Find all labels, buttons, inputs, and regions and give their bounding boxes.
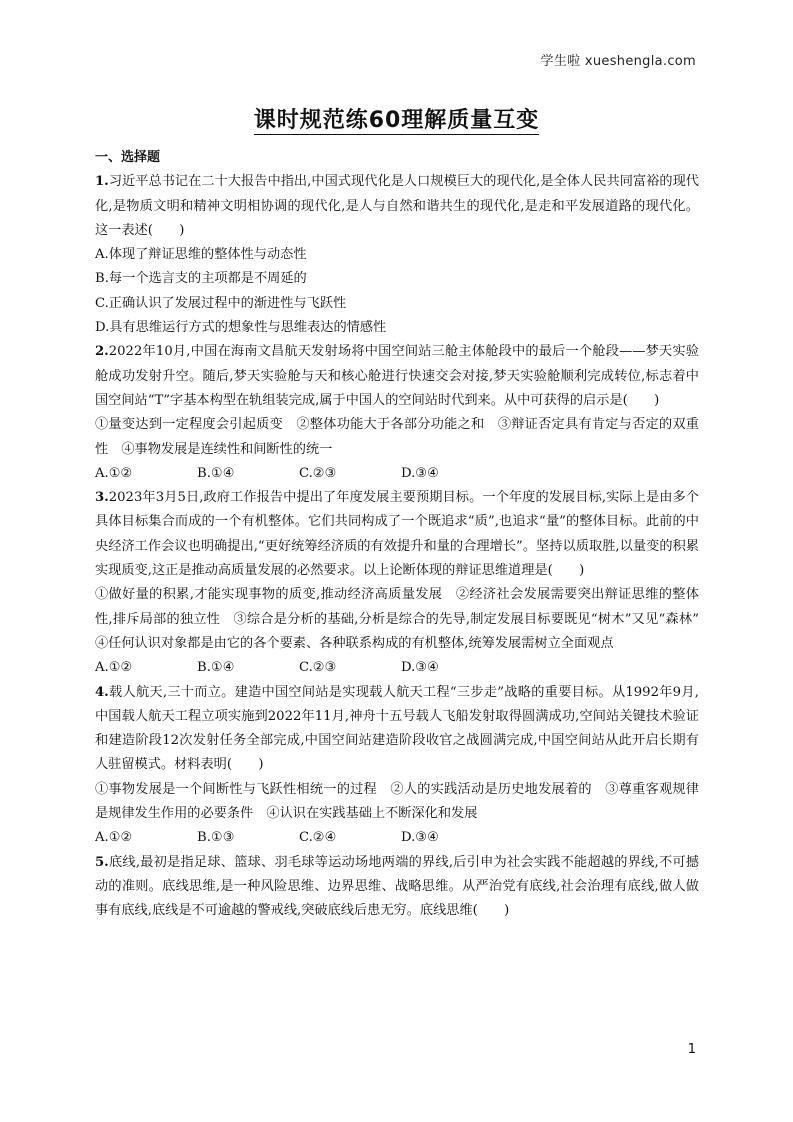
document-body [95,146,713,924]
question-number: 1. [95,174,109,190]
question-3-items: ①做好量的积累,才能实现事物的质变,推动经济高质量发展 ②经济社会发展需要突出辩证思维的整体性,排斥局部的独立性 ③综合是分析的基础,分析是综合的先导,制定发展目标要既见“树木”又见“森林” ④任何认识对象都是由它的各个要素、各种联系构成的有机整体,统筹发展需树立全面观点 [95,587,713,651]
question-text: 2022年10月,中国在海南文昌航天发射场将中国空间站三舱主体舱段中的最后一个舱段——梦天实验舱成功发射升空。随后,梦天实验舱与天和核心舱进行快速交会对接,梦天实验舱顺利完成转位,标志着中国空间站“T”字基本构型在轨组装完成,属于中国人的空间站时代到来。从中可获得的启示是( ) [95,344,699,408]
option-a: A.①② [95,465,133,481]
option-d: D.③④ [401,660,439,676]
question-4-stem [95,681,699,778]
page-title [0,103,793,134]
option-d: D.③④ [401,465,439,481]
question-number: 3. [95,490,109,506]
question-2-items: ①量变达到一定程度会引起质变 ②整体功能大于各部分功能之和 ③辩证否定具有肯定与否定的双重性 ④事物发展是连续性和间断性的统一 [95,417,699,457]
option-b: B.①③ [197,830,235,846]
option-c: C.②③ [299,465,337,481]
option-c: C.②④ [299,830,337,846]
question-4-items: ①事物发展是一个间断性与飞跃性相统一的过程 ②人的实践活动是历史地发展着的 ③尊重客观规律是规律发生作用的必要条件 ④认识在实践基础上不断深化和发展 [95,781,699,822]
question-5-stem [95,851,699,924]
option-b: B.①④ [197,660,235,676]
question-text: 习近平总书记在二十大报告中指出,中国式现代化是人口规模巨大的现代化,是全体人民共同富裕的现代化,是物质文明和精神文明相协调的现代化,是人与自然和谐共生的现代化,是走和平发展道路的现代化。这一表述( ) [95,174,699,238]
page-number: 1 [687,1042,696,1057]
question-text: 底线,最初是指足球、篮球、羽毛球等运动场地两端的界线,后引申为社会实践不能超越的界线,不可撼动的准则。底线思维,是一种风险思维、边界思维、战略思维。从严治党有底线,社会治理有底线,做人做事有底线,底线是不可逾越的警戒线,突破底线后患无穷。底线思维( ) [95,854,699,919]
question-1-option-a: A.体现了辩证思维的整体性与动态性 [95,247,307,263]
question-number: 4. [95,684,109,700]
question-3-stem [95,486,699,583]
question-1-option-c: C.正确认识了发展过程中的渐进性与飞跃性 [95,295,347,311]
question-text: 2023年3月5日,政府工作报告中提出了年度发展主要预期目标。一个年度的发展目标,实际上是由多个具体目标集合而成的一个有机整体。它们共同构成了一个既追求“质”,也追求“量”的整体目标。此前的中央经济工作会议也明确提出,“更好统筹经济质的有效提升和量的合理增长”。坚持以质取胜,以量变的积累实现质变,这正是推动高质量发展的必然要求。以上论断体现的辩证思维道理是( ) [95,490,699,579]
question-2-stem [95,340,699,413]
question-1-stem [95,170,699,243]
site-watermark: 学生啦 xueshengla.com [540,54,696,69]
question-text: 载人航天,三十而立。建造中国空间站是实现载人航天工程“三步走”战略的重要目标。从1992年9月,中国载人航天工程立项实施到2022年11月,神舟十五号载人飞船发射取得圆满成功,空间站关键技术验证和建造阶段12次发射任务全部完成,中国空间站建造阶段收官之战圆满完成,中国空间站从此开启长期有人驻留模式。材料表明( ) [95,684,699,773]
option-a: A.①② [95,660,133,676]
question-4-options [95,826,699,850]
question-1-option-d: D.具有思维运行方式的想象性与思维表达的情感性 [95,320,387,336]
page-title-text: 课时规范练60理解质量互变 [253,108,540,133]
option-d: D.③④ [401,830,439,846]
question-number: 2. [95,344,109,360]
question-1-option-b: B.每一个选言支的主项都是不周延的 [95,271,307,287]
option-c: C.②③ [299,660,337,676]
option-b: B.①④ [197,465,235,481]
option-a: A.①② [95,830,133,846]
section-heading: 一、选择题 [95,150,161,165]
question-number: 5. [95,854,109,870]
question-3-options [95,656,699,680]
question-2-options [95,462,699,486]
